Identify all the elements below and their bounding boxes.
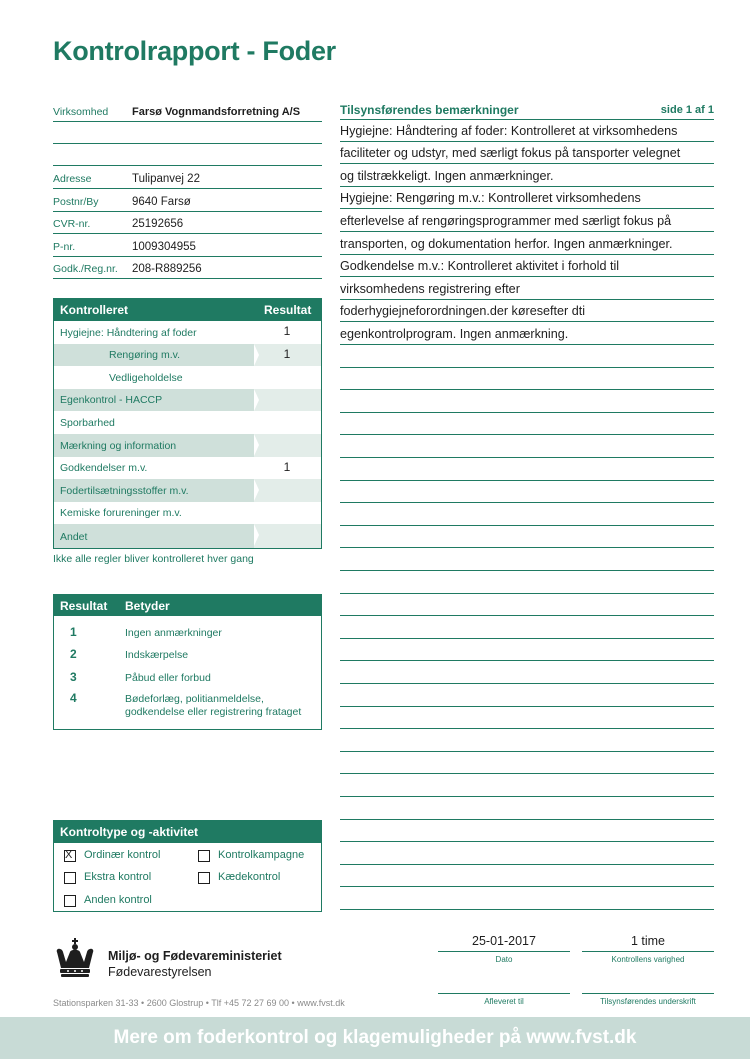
remarks-text: Godkendelse m.v.: Kontrolleret aktivitet i forhold til	[340, 259, 620, 274]
checkbox-extra[interactable]	[64, 872, 76, 884]
remarks-text: transporten, og dokumentation herfor. Ingen anmærkninger.	[340, 236, 673, 251]
remarks-line	[340, 661, 714, 684]
remarks-line	[340, 503, 714, 526]
remarks-line	[340, 481, 714, 504]
godk-label: Godk./Reg.nr.	[53, 263, 118, 275]
remarks-line	[340, 820, 714, 843]
duration-caption: Kontrollens varighed	[611, 955, 685, 964]
legend-number: 3	[70, 670, 77, 684]
remarks-line	[340, 639, 714, 662]
remarks-line	[340, 413, 714, 436]
company-blank-row	[53, 121, 322, 144]
control-type-title: Kontroltype og -aktivitet	[60, 825, 199, 839]
remarks-line	[340, 774, 714, 797]
remarks-text: egenkontrolprogram. Ingen anmærkning.	[340, 326, 569, 341]
remarks-line	[340, 435, 714, 458]
remarks-line	[340, 616, 714, 639]
legend-text: Ingen anmærkninger	[125, 627, 222, 639]
godk-row	[53, 256, 322, 279]
delivered-caption: Afleveret til	[484, 997, 524, 1006]
remarks-title: Tilsynsførendes bemærkninger	[340, 103, 519, 117]
remarks-line	[340, 458, 714, 481]
remarks-text: Hygiejne: Rengøring m.v.: Kontrolleret virksomhedens	[340, 191, 641, 206]
check-mark: X	[65, 849, 73, 861]
postal-label: Postnr/By	[53, 196, 99, 208]
legend-table-header	[54, 595, 321, 616]
table-row	[54, 389, 321, 412]
cvr-label: CVR-nr.	[53, 218, 91, 230]
company-row	[53, 99, 322, 122]
remarks-line	[340, 548, 714, 571]
pnr-row	[53, 234, 322, 257]
remarks-line	[340, 119, 714, 142]
legend-number: 2	[70, 647, 77, 661]
checkbox-label: Anden kontrol	[84, 894, 152, 906]
row-label: Kemiske forureninger m.v.	[60, 507, 182, 520]
remarks-line	[340, 368, 714, 391]
checkbox-other[interactable]	[64, 895, 76, 907]
agency-address: Stationsparken 31-33 • 2600 Glostrup • Tlf +45 72 27 69 00 • www.fvst.dk	[53, 998, 345, 1008]
remarks-line	[340, 752, 714, 775]
legend-meaning-header: Betyder	[125, 599, 170, 613]
cvr-row	[53, 211, 322, 234]
remarks-line	[340, 526, 714, 549]
remarks-line	[340, 209, 714, 232]
page-indicator: side 1 af 1	[660, 104, 714, 116]
legend-text: Indskærpelse	[125, 649, 189, 661]
row-result: 1	[283, 324, 291, 338]
row-label: Fodertilsætningsstoffer m.v.	[60, 484, 189, 497]
duration-value: 1 time	[630, 934, 666, 948]
remarks-line	[340, 322, 714, 345]
legend-text: godkendelse eller registrering frataget	[125, 706, 302, 718]
legend-number: 4	[70, 691, 77, 705]
table-row	[54, 411, 321, 434]
postal-row	[53, 189, 322, 212]
remarks-line	[340, 684, 714, 707]
remarks-line	[340, 571, 714, 594]
remarks-text: faciliteter og udstyr, med særligt fokus på tansporter velegnet	[340, 146, 681, 161]
row-label: Vedligeholdelse	[109, 371, 183, 384]
checkbox-label: Kædekontrol	[218, 871, 281, 883]
remarks-line	[340, 345, 714, 368]
table-row	[54, 344, 321, 367]
remarks-header	[340, 103, 714, 120]
remarks-line	[340, 232, 714, 255]
table-row	[54, 321, 321, 344]
legend-number: 1	[70, 625, 77, 639]
checkbox-label: Ekstra kontrol	[84, 871, 152, 883]
pnr-label: P-nr.	[53, 241, 76, 253]
row-label: Hygiejne: Håndtering af foder	[60, 326, 197, 339]
row-label: Sporbarhed	[60, 416, 115, 429]
remarks-line	[340, 865, 714, 888]
page-title: Kontrolrapport - Foder	[53, 36, 336, 66]
legend-table	[53, 594, 322, 730]
remarks-text: foderhygiejneforordningen.der køresefter dti	[340, 304, 586, 319]
row-result: 1	[283, 459, 291, 474]
banner-text: Mere om foderkontrol og klagemuligheder på www.fvst.dk	[113, 1027, 637, 1048]
row-label: Mærkning og information	[60, 439, 177, 452]
remarks-text: og tilstrækkeligt. Ingen anmærkninger.	[340, 168, 554, 183]
company-name: Farsø Vognmandsforretning A/S	[132, 106, 301, 118]
remarks-line	[340, 390, 714, 413]
address-value: Tulipanvej 22	[132, 173, 200, 185]
remarks-line	[340, 707, 714, 730]
checkbox-ordinary[interactable]	[64, 850, 76, 862]
date-value: 25-01-2017	[472, 934, 536, 948]
remarks-line	[340, 187, 714, 210]
date-caption: Dato	[495, 955, 513, 964]
crown-logo-icon	[53, 938, 97, 978]
table-row	[54, 502, 321, 525]
duration-line	[582, 951, 714, 952]
row-label: Godkendelser m.v.	[60, 462, 148, 475]
company-blank-row	[53, 143, 322, 166]
remarks-text: virksomhedens registrering efter	[340, 281, 520, 296]
godk-value: 208-R889256	[132, 263, 202, 275]
row-result: 1	[283, 346, 291, 361]
table-row	[54, 366, 321, 389]
remarks-line	[340, 164, 714, 187]
pnr-value: 1009304955	[132, 241, 196, 253]
signature-line	[582, 993, 714, 994]
remarks-line	[340, 887, 714, 910]
row-label: Andet	[60, 530, 88, 543]
legend-result-header: Resultat	[60, 599, 108, 613]
control-type-header	[54, 821, 321, 843]
company-label: Virksomhed	[53, 106, 109, 118]
controlled-table	[53, 298, 322, 549]
postal-value: 9640 Farsø	[132, 196, 191, 208]
agency-name: Fødevarestyrelsen	[108, 965, 212, 979]
checkbox-chain[interactable]	[198, 872, 210, 884]
row-label: Rengøring m.v.	[109, 349, 180, 362]
checkbox-label: Kontrolkampagne	[218, 849, 305, 861]
checkbox-label: Ordinær kontrol	[84, 849, 161, 861]
legend-text: Påbud eller forbud	[125, 672, 211, 684]
remarks-line	[340, 594, 714, 617]
remarks-line	[340, 797, 714, 820]
remarks-line	[340, 729, 714, 752]
remarks-line	[340, 842, 714, 865]
delivered-line	[438, 993, 570, 994]
signature-caption: Tilsynsførendes underskrift	[600, 997, 696, 1006]
address-row	[53, 166, 322, 189]
date-line	[438, 951, 570, 952]
control-type-box	[53, 820, 322, 912]
legend-text: Bødeforlæg, politianmeldelse,	[125, 693, 264, 705]
controlled-note: Ikke alle regler bliver kontrolleret hver gang	[53, 553, 254, 565]
cvr-value: 25192656	[132, 218, 184, 230]
row-label: Egenkontrol - HACCP	[60, 394, 163, 407]
remarks-line	[340, 255, 714, 278]
controlled-table-header	[54, 299, 321, 321]
info-banner	[0, 1017, 750, 1059]
remarks-text: Hygiejne: Håndtering af foder: Kontrolleret at virksomhedens	[340, 123, 678, 138]
ministry-name: Miljø- og Fødevareministeriet	[108, 949, 282, 963]
table-row	[54, 434, 321, 457]
table-row	[54, 524, 321, 548]
remarks-line	[340, 300, 714, 323]
controlled-header-label: Kontrolleret	[60, 303, 129, 317]
address-label: Adresse	[53, 173, 92, 185]
table-row	[54, 479, 321, 502]
checkbox-campaign[interactable]	[198, 850, 210, 862]
result-header-label: Resultat	[264, 303, 312, 317]
remarks-line	[340, 277, 714, 300]
remarks-text: efterlevelse af rengøringsprogrammer med særligt fokus på	[340, 213, 672, 228]
table-row	[54, 457, 321, 480]
remarks-line	[340, 142, 714, 165]
